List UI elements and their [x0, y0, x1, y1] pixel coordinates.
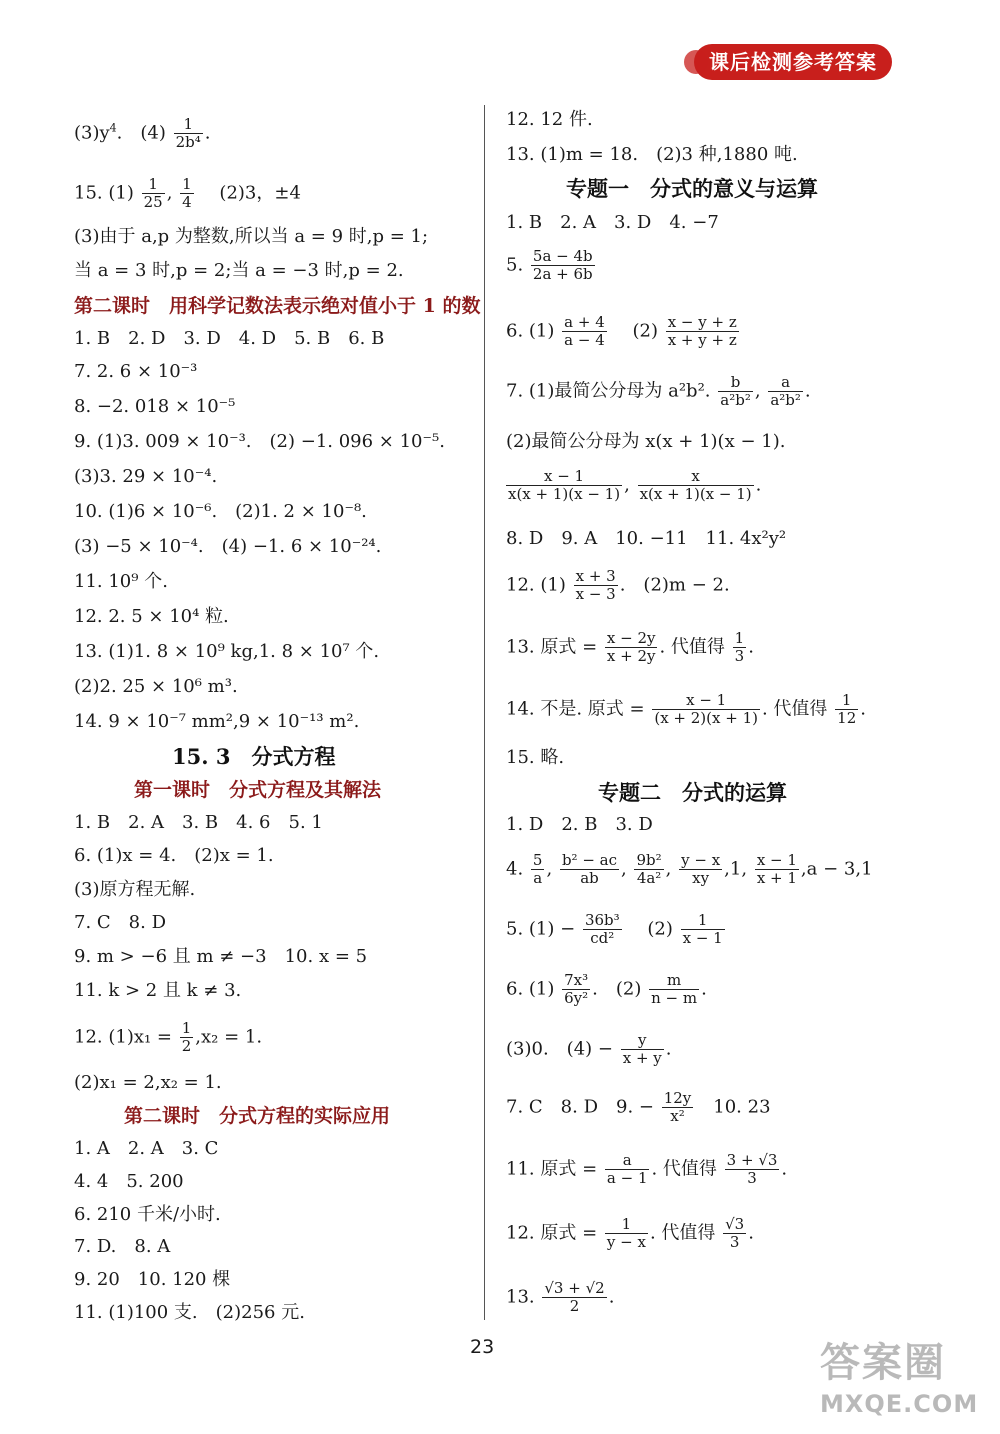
fraction — [531, 852, 545, 887]
answer-line: 1. B 2. A 3. B 4. 6 5. 1 — [74, 812, 323, 833]
text: . — [701, 978, 707, 1000]
fraction-denominator: 2 — [569, 1297, 580, 1315]
text: . (2)m − 2. — [619, 574, 730, 596]
answer-line: 11. (1)100 支. (2)256 元. — [74, 1302, 305, 1323]
text: . 代值得 — [761, 698, 828, 720]
fraction-denominator: y − x — [606, 1233, 646, 1251]
fraction-denominator: 4a² — [636, 869, 662, 887]
fraction — [562, 972, 590, 1007]
text: , — [546, 858, 553, 880]
answer-line: 10. (1)6 × 10⁻⁶. (2)1. 2 × 10⁻⁸. — [74, 501, 367, 522]
answer-line: 12. 2. 5 × 10⁴ 粒. — [74, 606, 229, 627]
text: . (4) — [116, 122, 166, 144]
text: . (2) — [592, 978, 642, 1000]
fraction — [755, 852, 799, 887]
fraction-numerator: 1 — [605, 1216, 648, 1234]
text: . — [748, 1222, 754, 1244]
fraction-numerator: 1 — [142, 176, 165, 194]
text: 4 — [109, 121, 117, 135]
fraction — [718, 374, 753, 409]
fraction-numerator: a — [605, 1152, 650, 1170]
fraction — [768, 374, 803, 409]
text: 5. (1) − — [506, 918, 576, 940]
answer-line — [74, 1020, 262, 1055]
fraction-numerator: 36b³ — [584, 911, 620, 929]
fraction-numerator: x − 2y — [606, 629, 656, 647]
fraction — [506, 468, 622, 503]
text: 13. — [506, 1286, 535, 1308]
answer-line — [506, 1032, 672, 1067]
text: 7. C 8. D 9. − — [506, 1096, 654, 1118]
text: 4. — [506, 858, 524, 880]
fraction-numerator: 7x³ — [564, 971, 589, 989]
fraction — [733, 630, 747, 665]
fraction — [562, 314, 607, 349]
fraction-numerator: 1 — [835, 692, 858, 710]
fraction-numerator: a + 4 — [564, 313, 605, 331]
answer-line: (2)x₁ = 2,x₂ = 1. — [74, 1072, 222, 1093]
fraction-numerator: 1 — [181, 1019, 192, 1037]
answer-line: 8. D 9. A 10. −11 11. 4x²y² — [506, 528, 787, 549]
fraction-numerator: 1 — [182, 175, 192, 193]
answer-line: 当 a = 3 时,p = 2;当 a = −3 时,p = 2. — [74, 260, 404, 281]
fraction-numerator: x + 3 — [575, 567, 616, 585]
fraction-numerator: x − y + z — [667, 313, 737, 331]
fraction — [542, 1280, 606, 1315]
section-title: 第二课时 用科学记数法表示绝对值小于 1 的数 — [74, 295, 481, 317]
answer-line — [506, 630, 754, 665]
answer-line: 9. m > −6 且 m ≠ −3 10. x = 5 — [74, 946, 368, 967]
text: . — [204, 122, 211, 144]
fraction — [531, 248, 595, 283]
fraction-denominator: a − 4 — [564, 331, 605, 349]
answer-line: 7. 2. 6 × 10⁻³ — [74, 361, 198, 382]
fraction-denominator: a — [533, 869, 543, 887]
fraction-numerator: x − 1 — [756, 851, 797, 869]
text: (3)0. (4) − — [506, 1038, 613, 1060]
fraction-denominator: xy — [692, 869, 710, 887]
answer-line: (3)原方程无解. — [74, 879, 196, 900]
fraction-numerator: y − x — [681, 851, 721, 869]
fraction-denominator: 12 — [837, 709, 857, 727]
fraction — [574, 568, 618, 603]
fraction-denominator: 2a + 6b — [532, 265, 593, 283]
chapter-heading: 15. 3 分式方程 — [172, 744, 336, 769]
answer-line: 6. (1)x = 4. (2)x = 1. — [74, 845, 274, 866]
fraction-denominator: 3 — [734, 647, 745, 665]
fraction-numerator: 9b² — [636, 851, 662, 869]
text: 13. 原式 = — [506, 636, 598, 658]
fraction-numerator: 3 + √3 — [726, 1151, 778, 1169]
text: ,1, — [724, 858, 748, 880]
fraction — [605, 1152, 650, 1187]
fraction — [725, 1152, 780, 1187]
answer-line — [506, 1090, 771, 1125]
fraction-numerator: √3 + √2 — [544, 1279, 605, 1297]
text: . — [665, 1038, 672, 1060]
fraction — [583, 912, 622, 947]
text: . — [755, 474, 762, 496]
fraction-denominator: x + 1 — [756, 869, 797, 887]
watermark-url: MXQE.COM — [820, 1390, 979, 1418]
fraction-numerator: y — [621, 1032, 664, 1050]
text: . — [804, 380, 811, 402]
answer-line — [506, 314, 741, 349]
fraction-numerator: 1 — [681, 912, 725, 930]
text: ,x₂ = 1. — [195, 1026, 263, 1048]
text: 14. 不是. 原式 = — [506, 698, 645, 720]
answer-line — [74, 176, 301, 211]
answer-line — [506, 374, 811, 409]
fraction-denominator: cd² — [590, 929, 615, 947]
fraction-numerator: a — [768, 374, 803, 392]
text: . — [781, 1158, 788, 1180]
answer-line — [506, 568, 730, 603]
fraction — [681, 912, 725, 947]
text: . 代值得 — [649, 1222, 716, 1244]
text: 7. (1)最简公分母为 a²b². — [506, 380, 711, 402]
text: 10. 23 — [695, 1096, 771, 1118]
fraction-denominator: a²b² — [720, 391, 751, 409]
answer-line: 7. D. 8. A — [74, 1236, 171, 1257]
fraction — [142, 176, 165, 211]
answer-line: (2)最简公分母为 x(x + 1)(x − 1). — [506, 431, 786, 452]
answer-line — [506, 912, 727, 947]
fraction — [835, 692, 858, 727]
fraction — [679, 852, 722, 887]
fraction-denominator: x − 3 — [575, 585, 616, 603]
answer-line: 9. 20 10. 120 棵 — [74, 1269, 231, 1290]
fraction-denominator: 2 — [181, 1037, 192, 1055]
fraction-numerator: b — [718, 374, 753, 392]
fraction — [605, 630, 658, 665]
fraction-denominator: 25 — [143, 193, 163, 211]
fraction — [174, 116, 203, 151]
fraction-numerator: x − 1 — [652, 692, 760, 710]
answer-line — [506, 972, 707, 1007]
text: 12. (1)x₁ = — [74, 1026, 178, 1048]
fraction-denominator: x(x + 1)(x − 1) — [508, 485, 621, 503]
fraction-denominator: 4 — [182, 193, 192, 211]
fraction-denominator: x + y — [622, 1049, 662, 1067]
answer-line: 14. 9 × 10⁻⁷ mm²,9 × 10⁻¹³ m². — [74, 711, 360, 732]
fraction-denominator: 3 — [729, 1233, 740, 1251]
answer-line: (3)3. 29 × 10⁻⁴. — [74, 466, 218, 487]
answer-line: (3) −5 × 10⁻⁴. (4) −1. 6 × 10⁻²⁴. — [74, 536, 382, 557]
fraction-denominator: a²b² — [770, 391, 801, 409]
fraction-denominator: x + y + z — [667, 331, 737, 349]
fraction-numerator: b² − ac — [561, 851, 618, 869]
text: 6. (1) — [506, 320, 555, 342]
text: . — [860, 698, 866, 720]
text: , — [621, 858, 627, 880]
fraction-numerator: √3 — [725, 1215, 745, 1233]
answer-line: 1. A 2. A 3. C — [74, 1138, 219, 1159]
answer-line: 6. 210 千米/小时. — [74, 1204, 221, 1225]
fraction-numerator: 1 — [734, 629, 745, 647]
answer-line — [506, 1152, 787, 1187]
fraction-numerator: 1 — [174, 116, 203, 134]
section-title: 第一课时 分式方程及其解法 — [134, 779, 382, 801]
text: , — [754, 380, 761, 402]
text: , — [166, 182, 173, 204]
answer-line: 11. 10⁹ 个. — [74, 571, 168, 592]
fraction-numerator: x — [638, 468, 754, 486]
answer-line — [504, 468, 761, 503]
fraction-numerator: x − 1 — [506, 468, 622, 486]
fraction-denominator: a − 1 — [606, 1169, 648, 1187]
fraction-denominator: x − 1 — [682, 929, 723, 947]
text: (2) — [614, 320, 658, 342]
fraction-denominator: (x + 2)(x + 1) — [654, 709, 758, 727]
text: 5. — [506, 254, 524, 276]
text: 6. (1) — [506, 978, 555, 1000]
answer-line: (3)由于 a,p 为整数,所以当 a = 9 时,p = 1; — [74, 226, 429, 247]
watermark-text: 答案圈 — [820, 1340, 946, 1386]
answer-line: (2)2. 25 × 10⁶ m³. — [74, 676, 238, 697]
fraction-denominator: 6y² — [564, 989, 589, 1007]
text: 11. 原式 = — [506, 1158, 598, 1180]
text: . — [748, 636, 754, 658]
text: 12. 原式 = — [506, 1222, 598, 1244]
fraction — [723, 1216, 746, 1251]
text: (2)3，±4 — [201, 182, 301, 204]
fraction-denominator: x + 2y — [606, 647, 656, 665]
answer-line — [506, 248, 597, 283]
answer-line: 13. (1)1. 8 × 10⁹ kg,1. 8 × 10⁷ 个. — [74, 641, 380, 662]
column-divider — [484, 105, 485, 1320]
answer-line: 1. D 2. B 3. D — [506, 814, 653, 835]
fraction — [652, 692, 760, 727]
section-title: 第二课时 分式方程的实际应用 — [124, 1105, 391, 1127]
fraction — [638, 468, 754, 503]
fraction-denominator: x² — [670, 1107, 685, 1125]
page-number: 23 — [470, 1336, 495, 1358]
answer-line: 13. (1)m = 18. (2)3 种,1880 吨. — [506, 144, 798, 165]
text: . — [608, 1286, 615, 1308]
answer-line: 1. B 2. D 3. D 4. D 5. B 6. B — [74, 328, 385, 349]
fraction — [560, 852, 619, 887]
fraction-numerator: 12y — [663, 1089, 692, 1107]
fraction-denominator: n − m — [651, 989, 698, 1007]
fraction-denominator: 3 — [747, 1169, 757, 1187]
answer-line: 8. −2. 018 × 10⁻⁵ — [74, 396, 236, 417]
answer-line: 1. B 2. A 3. D 4. −7 — [506, 212, 719, 233]
answer-line: 12. 12 件. — [506, 109, 593, 130]
fraction-numerator: 5a − 4b — [532, 247, 593, 265]
answer-line — [506, 1216, 754, 1251]
fraction — [180, 1020, 194, 1055]
fraction — [621, 1032, 664, 1067]
fraction — [662, 1090, 694, 1125]
answer-line — [506, 692, 866, 727]
answer-line: 7. C 8. D — [74, 912, 166, 933]
topic-heading: 专题二 分式的运算 — [598, 780, 787, 805]
answer-line — [74, 116, 211, 151]
fraction — [634, 852, 663, 887]
text: , — [624, 474, 630, 496]
answer-line — [506, 852, 873, 887]
text: ,a − 3,1 — [800, 858, 873, 880]
answer-line: 15. 略. — [506, 747, 565, 768]
fraction — [666, 314, 739, 349]
fraction — [649, 972, 699, 1007]
answer-line: 9. (1)3. 009 × 10⁻³. (2) −1. 096 × 10⁻⁵. — [74, 431, 445, 452]
text: 12. (1) — [506, 574, 566, 596]
text: (2) — [629, 918, 673, 940]
topic-heading: 专题一 分式的意义与运算 — [566, 176, 818, 201]
fraction — [180, 176, 194, 211]
text: . 代值得 — [651, 1158, 717, 1180]
answer-badge — [694, 44, 892, 80]
fraction-numerator: m — [649, 972, 699, 990]
text: 15. (1) — [74, 182, 134, 204]
fraction-denominator: x(x + 1)(x − 1) — [639, 485, 752, 503]
text: . 代值得 — [659, 636, 725, 658]
fraction-denominator: 2b⁴ — [175, 133, 201, 151]
fraction — [605, 1216, 648, 1251]
answer-line: 11. k > 2 且 k ≠ 3. — [74, 980, 242, 1001]
fraction-denominator: ab — [580, 869, 599, 887]
watermark-logo — [820, 1338, 988, 1430]
badge-text: 课后检测参考答案 — [709, 50, 877, 74]
answer-line — [506, 1280, 614, 1315]
text: (3)y — [74, 122, 110, 144]
text: , — [665, 858, 672, 880]
answer-line: 4. 4 5. 200 — [74, 1171, 184, 1192]
fraction-numerator: 5 — [532, 851, 543, 869]
